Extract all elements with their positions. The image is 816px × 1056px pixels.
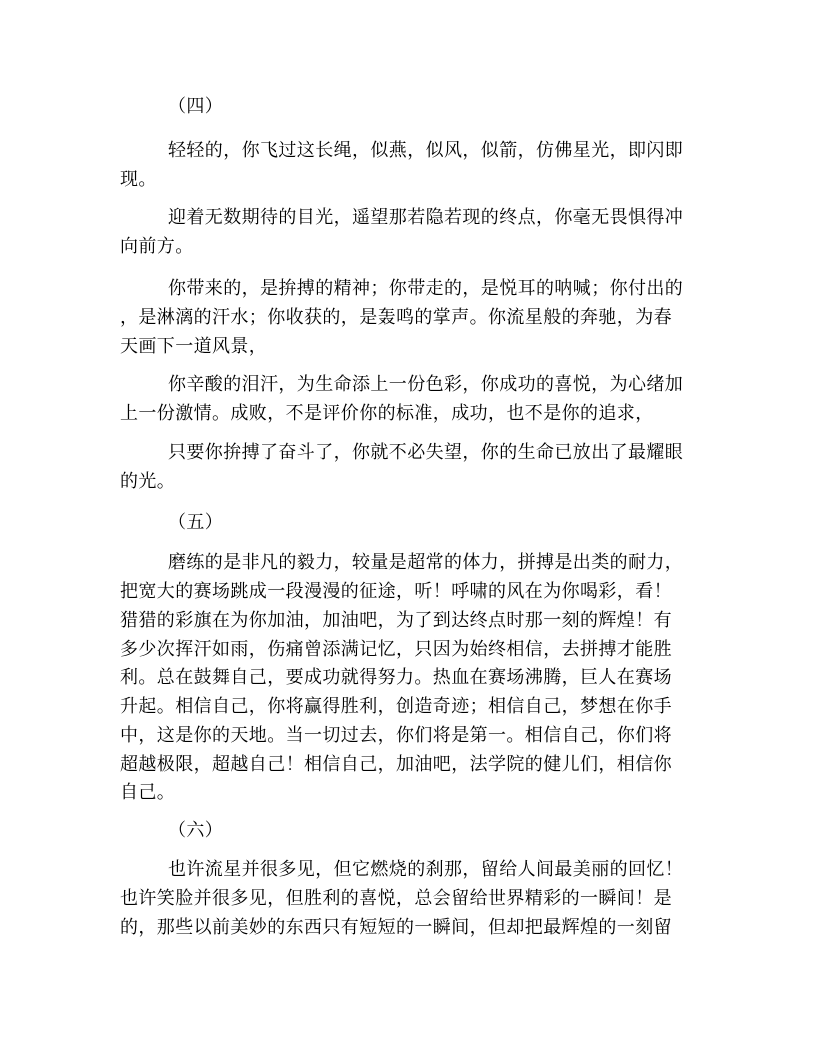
paragraph-line: 轻轻的，你飞过这长绳，似燕，似风，似箭，仿佛星光，即闪即 [168, 140, 684, 161]
paragraph-line: 只要你拚搏了奋斗了，你就不必失望，你的生命已放出了最耀眼 [168, 442, 684, 463]
paragraph-line: 也许流星并很多见，但它燃烧的刹那，留给人间最美丽的回忆！ [168, 859, 684, 880]
paragraph-line: 你辛酸的泪汗，为生命添上一份色彩，你成功的喜悦，为心绪加 [168, 374, 684, 395]
paragraph-line: 多少次挥汗如雨，伤痛曾添满记忆，只因为始终相信，去拼搏才能胜 [120, 639, 672, 660]
paragraph-line: 的光。 [120, 471, 176, 492]
paragraph-line: 利。总在鼓舞自己，要成功就得努力。热血在赛场沸腾，巨人在赛场 [120, 667, 672, 688]
paragraph-line: 现。 [120, 169, 157, 190]
paragraph-line: 中，这是你的天地。当一切过去，你们将是第一。相信自己，你们将 [120, 725, 672, 746]
paragraph-line: 超越极限，超越自己！相信自己，加油吧，法学院的健儿们，相信你 [120, 754, 672, 775]
paragraph-line: 上一份激情。成败，不是评价你的标准，成功，也不是你的追求， [120, 403, 654, 424]
paragraph-line: 自己。 [120, 782, 176, 803]
paragraph-line: 你带来的，是拚搏的精神；你带走的，是悦耳的呐喊；你付出的 [168, 278, 684, 299]
paragraph-line: 磨练的是非凡的毅力，较量是超常的体力，拼搏是出类的耐力， [168, 552, 684, 573]
paragraph-line: 向前方。 [120, 236, 194, 257]
paragraph-line: 的，那些以前美妙的东西只有短短的一瞬间，但却把最辉煌的一刻留 [120, 917, 672, 938]
section-heading: （四） [168, 96, 224, 117]
section-heading: （六） [168, 820, 224, 841]
section-heading: （五） [168, 512, 224, 533]
paragraph-line: 猎猎的彩旗在为你加油，加油吧，为了到达终点时那一刻的辉煌！有 [120, 610, 672, 631]
paragraph-line: 天画下一道风景， [120, 336, 268, 357]
paragraph-line: 把宽大的赛场跳成一段漫漫的征途，听！呼啸的风在为你喝彩，看！ [120, 581, 672, 602]
paragraph-line: 升起。相信自己，你将赢得胜利，创造奇迹；相信自己，梦想在你手 [120, 696, 672, 717]
paragraph-line: ，是淋漓的汗水；你收获的，是轰鸣的掌声。你流星般的奔驰，为春 [120, 307, 672, 328]
paragraph-line: 也许笑脸并很多见，但胜利的喜悦，总会留给世界精彩的一瞬间！是 [120, 888, 672, 909]
paragraph-line: 迎着无数期待的目光，遥望那若隐若现的终点，你毫无畏惧得冲 [168, 207, 684, 228]
